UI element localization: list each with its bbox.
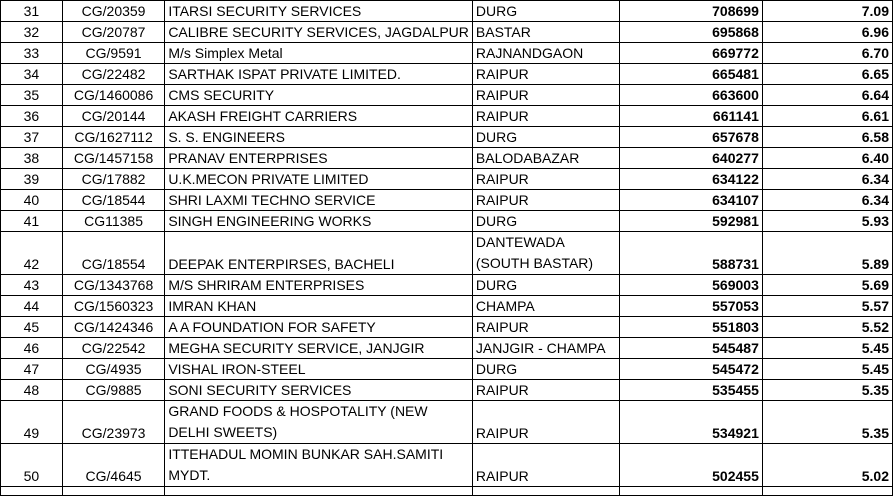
- score-cell: 535455: [619, 380, 762, 401]
- table-row: [1, 85, 893, 106]
- table-row: [1, 1, 893, 22]
- percentage-cell: 6.34: [762, 169, 892, 190]
- score-cell: 634107: [619, 190, 762, 211]
- registration-cell: CG/20144: [62, 106, 165, 127]
- name-cell: VISHAL IRON-STEEL: [165, 359, 473, 380]
- percentage-cell: 6.40: [762, 148, 892, 169]
- registration-cell: CG/9885: [62, 380, 165, 401]
- percentage-cell: 6.65: [762, 64, 892, 85]
- percentage-cell: 5.35: [762, 380, 892, 401]
- score-cell: 661141: [619, 106, 762, 127]
- name-cell: MEGHA SECURITY SERVICE, JANJGIR: [165, 338, 473, 359]
- name-cell: ITTEHADUL MOMIN BUNKAR SAH.SAMITI MYDT.: [165, 444, 473, 487]
- empty-cell: [1, 487, 63, 496]
- serial-number-cell: 32: [1, 22, 63, 43]
- percentage-cell: 5.69: [762, 275, 892, 296]
- district-cell: RAIPUR: [472, 106, 619, 127]
- registration-cell: CG/9591: [62, 43, 165, 64]
- district-cell: DURG: [472, 127, 619, 148]
- name-cell: AKASH FREIGHT CARRIERS: [165, 106, 473, 127]
- name-cell: PRANAV ENTERPRISES: [165, 148, 473, 169]
- table-row: [1, 275, 893, 296]
- percentage-cell: 7.09: [762, 1, 892, 22]
- serial-number-cell: 43: [1, 275, 63, 296]
- percentage-cell: 5.35: [762, 401, 892, 444]
- registration-cell: CG/20787: [62, 22, 165, 43]
- table-row: [1, 43, 893, 64]
- score-cell: 695868: [619, 22, 762, 43]
- serial-number-cell: 33: [1, 43, 63, 64]
- registration-cell: CG/18554: [62, 232, 165, 275]
- table-row: [1, 317, 893, 338]
- district-cell: RAIPUR: [472, 85, 619, 106]
- name-cell: CMS SECURITY: [165, 85, 473, 106]
- name-cell: M/s Simplex Metal: [165, 43, 473, 64]
- registration-cell: CG/22542: [62, 338, 165, 359]
- percentage-cell: 6.64: [762, 85, 892, 106]
- table-row: [1, 211, 893, 232]
- name-cell: SINGH ENGINEERING WORKS: [165, 211, 473, 232]
- name-cell: S. S. ENGINEERS: [165, 127, 473, 148]
- percentage-cell: 6.70: [762, 43, 892, 64]
- table-row: [1, 444, 893, 487]
- table-row: [1, 169, 893, 190]
- name-cell: GRAND FOODS & HOSPOTALITY (NEW DELHI SWEETS): [165, 401, 473, 444]
- registration-cell: CG/1424346: [62, 317, 165, 338]
- score-cell: 545472: [619, 359, 762, 380]
- district-cell: BASTAR: [472, 22, 619, 43]
- empty-cell: [762, 487, 892, 496]
- registration-cell: CG/23973: [62, 401, 165, 444]
- name-cell: A A FOUNDATION FOR SAFETY: [165, 317, 473, 338]
- serial-number-cell: 31: [1, 1, 63, 22]
- empty-cell: [472, 487, 619, 496]
- registration-cell: CG/1343768: [62, 275, 165, 296]
- serial-number-cell: 44: [1, 296, 63, 317]
- percentage-cell: 5.89: [762, 232, 892, 275]
- score-cell: 640277: [619, 148, 762, 169]
- score-cell: 657678: [619, 127, 762, 148]
- name-cell: CALIBRE SECURITY SERVICES, JAGDALPUR: [165, 22, 473, 43]
- table-row: [1, 127, 893, 148]
- table-row: [1, 380, 893, 401]
- table-row: [1, 338, 893, 359]
- serial-number-cell: 48: [1, 380, 63, 401]
- percentage-cell: 5.52: [762, 317, 892, 338]
- registration-cell: CG/4935: [62, 359, 165, 380]
- table-row: [1, 64, 893, 85]
- score-cell: 665481: [619, 64, 762, 85]
- name-cell: IMRAN KHAN: [165, 296, 473, 317]
- registration-cell: CG/22482: [62, 64, 165, 85]
- district-cell: RAJNANDGAON: [472, 43, 619, 64]
- name-cell: ITARSI SECURITY SERVICES: [165, 1, 473, 22]
- score-cell: 708699: [619, 1, 762, 22]
- table-row: [1, 232, 893, 275]
- table-row: [1, 106, 893, 127]
- name-cell: SHRI LAXMI TECHNO SERVICE: [165, 190, 473, 211]
- percentage-cell: 6.34: [762, 190, 892, 211]
- serial-number-cell: 34: [1, 64, 63, 85]
- score-cell: 569003: [619, 275, 762, 296]
- serial-number-cell: 41: [1, 211, 63, 232]
- percentage-cell: 5.45: [762, 359, 892, 380]
- score-cell: 588731: [619, 232, 762, 275]
- registration-cell: CG11385: [62, 211, 165, 232]
- score-cell: 634122: [619, 169, 762, 190]
- table-row: [1, 148, 893, 169]
- score-cell: 663600: [619, 85, 762, 106]
- serial-number-cell: 36: [1, 106, 63, 127]
- name-cell: DEEPAK ENTERPIRSES, BACHELI: [165, 232, 473, 275]
- serial-number-cell: 39: [1, 169, 63, 190]
- percentage-cell: 5.02: [762, 444, 892, 487]
- name-cell: M/S SHRIRAM ENTERPRISES: [165, 275, 473, 296]
- registration-cell: CG/18544: [62, 190, 165, 211]
- serial-number-cell: 49: [1, 401, 63, 444]
- name-cell: U.K.MECON PRIVATE LIMITED: [165, 169, 473, 190]
- percentage-cell: 5.93: [762, 211, 892, 232]
- serial-number-cell: 50: [1, 444, 63, 487]
- serial-number-cell: 45: [1, 317, 63, 338]
- score-cell: 545487: [619, 338, 762, 359]
- empty-cell: [62, 487, 165, 496]
- score-cell: 669772: [619, 43, 762, 64]
- serial-number-cell: 37: [1, 127, 63, 148]
- district-cell: DURG: [472, 1, 619, 22]
- registration-cell: CG/17882: [62, 169, 165, 190]
- table-row: [1, 190, 893, 211]
- serial-number-cell: 38: [1, 148, 63, 169]
- empty-cell: [165, 487, 473, 496]
- district-cell: RAIPUR: [472, 317, 619, 338]
- table-row: [1, 296, 893, 317]
- district-cell: DURG: [472, 359, 619, 380]
- score-cell: 557053: [619, 296, 762, 317]
- serial-number-cell: 35: [1, 85, 63, 106]
- district-cell: CHAMPA: [472, 296, 619, 317]
- district-cell: RAIPUR: [472, 64, 619, 85]
- percentage-cell: 6.58: [762, 127, 892, 148]
- district-cell: DURG: [472, 275, 619, 296]
- name-cell: SARTHAK ISPAT PRIVATE LIMITED.: [165, 64, 473, 85]
- district-cell: RAIPUR: [472, 169, 619, 190]
- district-cell: DURG: [472, 211, 619, 232]
- district-cell: JANJGIR - CHAMPA: [472, 338, 619, 359]
- empty-cell: [619, 487, 762, 496]
- table-row: [1, 22, 893, 43]
- table-row-partial: [1, 487, 893, 496]
- percentage-cell: 5.45: [762, 338, 892, 359]
- registration-cell: CG/1627112: [62, 127, 165, 148]
- name-cell: SONI SECURITY SERVICES: [165, 380, 473, 401]
- score-cell: 534921: [619, 401, 762, 444]
- district-cell: BALODABAZAR: [472, 148, 619, 169]
- score-cell: 592981: [619, 211, 762, 232]
- serial-number-cell: 42: [1, 232, 63, 275]
- district-cell: RAIPUR: [472, 401, 619, 444]
- score-cell: 502455: [619, 444, 762, 487]
- registration-cell: CG/20359: [62, 1, 165, 22]
- registration-cell: CG/1460086: [62, 85, 165, 106]
- district-cell: RAIPUR: [472, 380, 619, 401]
- district-cell: RAIPUR: [472, 190, 619, 211]
- registration-cell: CG/4645: [62, 444, 165, 487]
- district-cell: RAIPUR: [472, 444, 619, 487]
- percentage-cell: 5.57: [762, 296, 892, 317]
- district-cell: DANTEWADA (SOUTH BASTAR): [472, 232, 619, 275]
- serial-number-cell: 47: [1, 359, 63, 380]
- score-cell: 551803: [619, 317, 762, 338]
- registration-cell: CG/1457158: [62, 148, 165, 169]
- table-row: [1, 401, 893, 444]
- percentage-cell: 6.61: [762, 106, 892, 127]
- serial-number-cell: 40: [1, 190, 63, 211]
- percentage-cell: 6.96: [762, 22, 892, 43]
- serial-number-cell: 46: [1, 338, 63, 359]
- table-row: [1, 359, 893, 380]
- registration-cell: CG/1560323: [62, 296, 165, 317]
